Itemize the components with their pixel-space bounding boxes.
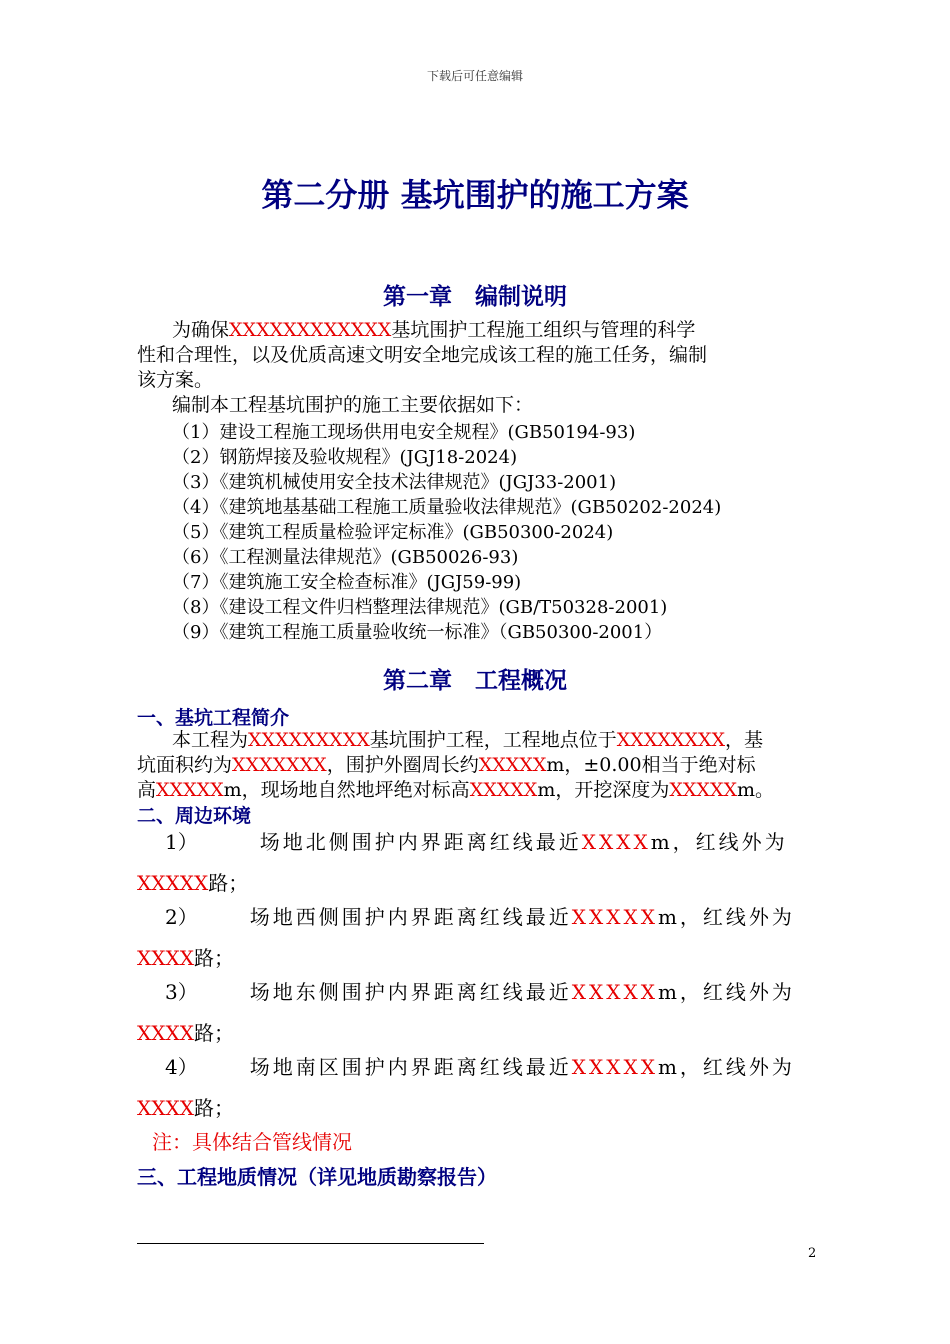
header-note: 下载后可任意编辑 <box>426 69 523 83</box>
overview-line-2: 坑面积约为XXXXXXX，围护外圈周长约XXXXXm，±0.00相当于绝对标 <box>137 754 756 776</box>
basis-item: （1）建设工程施工现场供用电安全规程》(GB50194-93) <box>172 422 636 443</box>
section3-title: 三、工程地质情况（详见地质勘察报告） <box>137 1165 497 1189</box>
env-item-1: 1） 场地北侧围护内界距离红线最近XXXXm，红线外为 XXXXX路； <box>137 830 788 895</box>
overview-line-3: 高XXXXXm，现场地自然地坪绝对标高XXXXXm，开挖深度为XXXXXm。 <box>137 779 775 801</box>
basis-item: （9）《建筑工程施工质量验收统一标准》（GB50300-2001） <box>172 622 663 643</box>
intro-line-2: 性和合理性，以及优质高速文明安全地完成该工程的施工任务，编制 <box>137 344 708 366</box>
intro-line-3: 该方案。 <box>137 369 214 391</box>
basis-item: （6）《工程测量法律规范》(GB50026-93) <box>172 547 519 568</box>
basis-item: （3）《建筑机械使用安全技术法律规范》(JGJ33-2001) <box>172 472 617 493</box>
project-name-placeholder: XXXXXXXXXXXX <box>229 319 392 341</box>
basis-item: （8）《建设工程文件归档整理法律规范》(GB/T50328-2001) <box>172 597 668 618</box>
overview-line-1: 本工程为XXXXXXXXX基坑围护工程，工程地点位于XXXXXXXX，基 <box>172 729 764 751</box>
basis-item: （4）《建筑地基基础工程施工质量验收法律规范》(GB50202-2024) <box>172 497 722 518</box>
page-number: 2 <box>808 1246 817 1261</box>
section1-title: 一、基坑工程简介 <box>137 707 290 729</box>
chapter2-heading: 第二章 工程概况 <box>383 668 567 694</box>
env-item-4: 4） 场地南区围护内界距离红线最近XXXXXm，红线外为 XXXX路； <box>137 1055 795 1120</box>
footer-divider <box>137 1243 484 1244</box>
env-item-2: 2） 场地西侧围护内界距离红线最近XXXXXm，红线外为 XXXX路； <box>137 905 795 970</box>
env-item-3: 3） 场地东侧围护内界距离红线最近XXXXXm，红线外为 XXXX路； <box>137 980 795 1045</box>
basis-item: （5）《建筑工程质量检验评定标准》(GB50300-2024) <box>172 522 614 543</box>
document-title: 第二分册 基坑围护的施工方案 <box>261 176 689 214</box>
basis-intro: 编制本工程基坑围护的施工主要依据如下： <box>172 394 534 416</box>
intro-line-1: 为确保XXXXXXXXXXXX基坑围护工程施工组织与管理的科学 <box>172 319 696 341</box>
basis-item: （2）钢筋焊接及验收规程》(JGJ18-2024) <box>172 447 518 468</box>
pipeline-note: 注：具体结合管线情况 <box>152 1130 352 1154</box>
basis-item: （7）《建筑施工安全检查标准》(JGJ59-99) <box>172 572 522 593</box>
chapter1-heading: 第一章 编制说明 <box>383 284 567 310</box>
section2-title: 二、周边环境 <box>137 805 252 827</box>
